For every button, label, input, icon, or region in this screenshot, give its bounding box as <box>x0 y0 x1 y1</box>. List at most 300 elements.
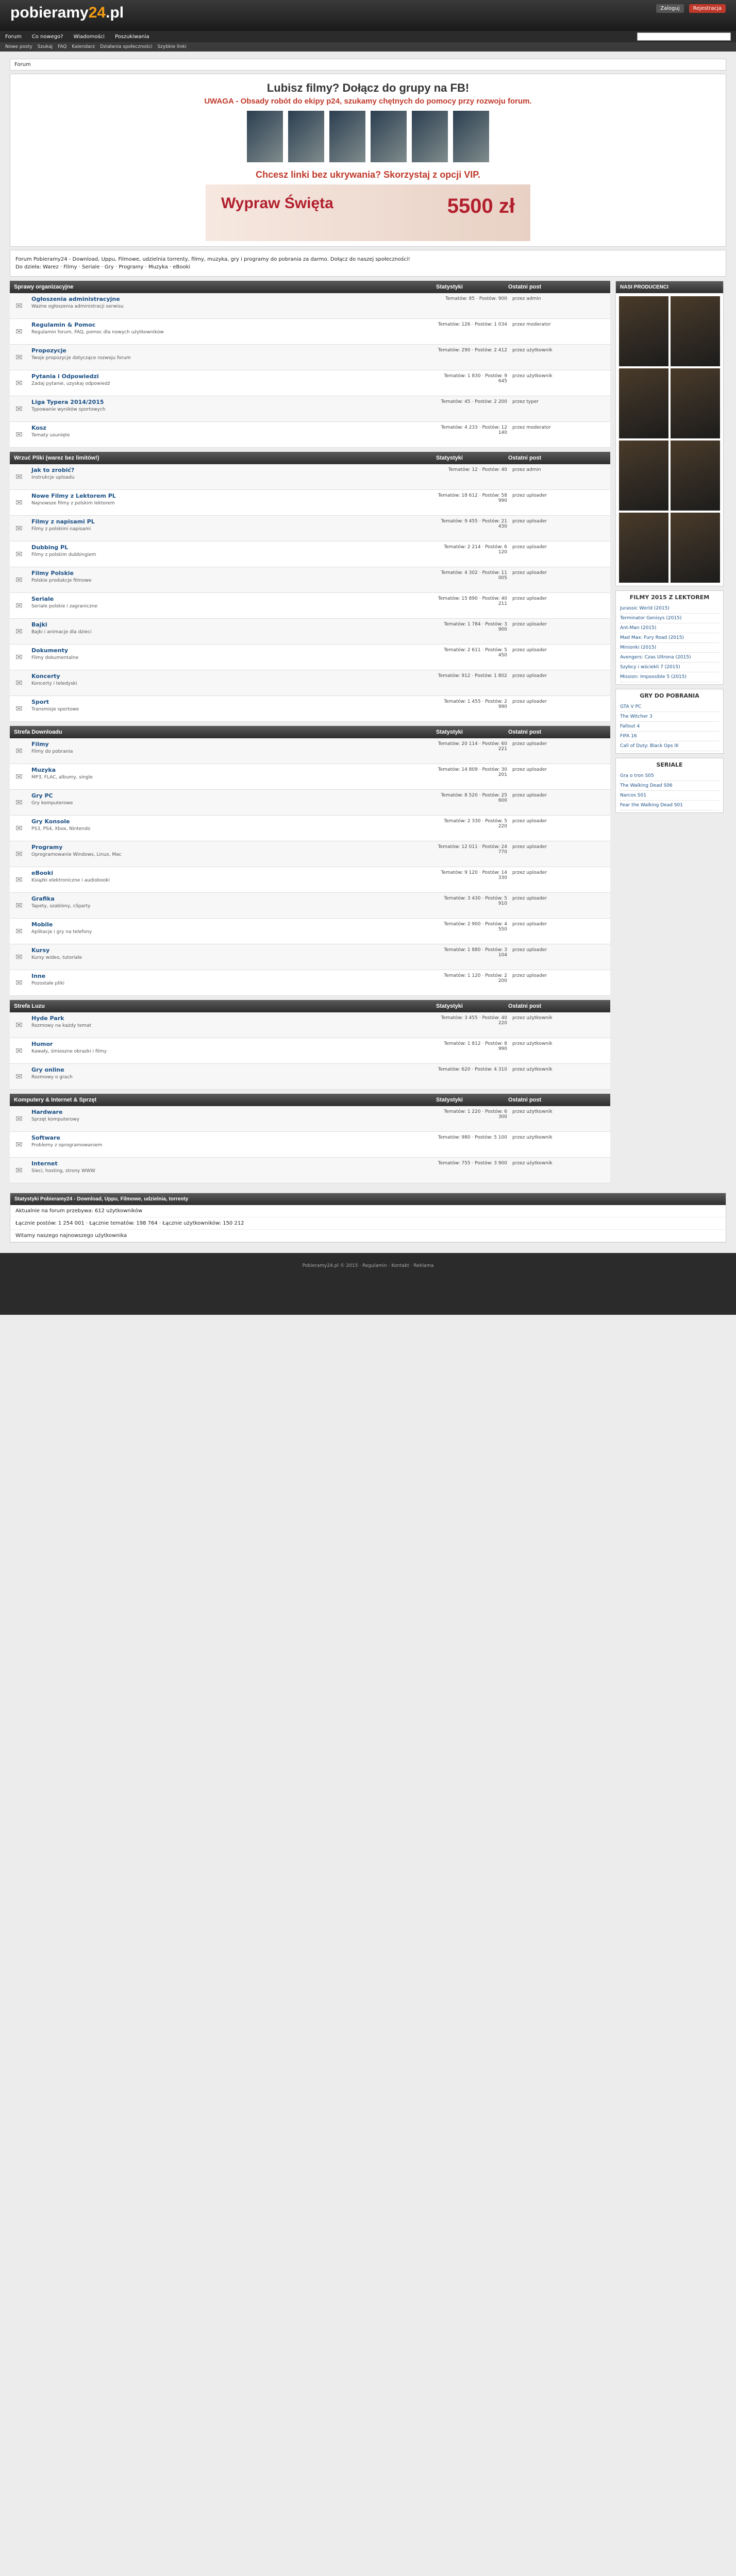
forum-row[interactable] <box>10 345 610 370</box>
forum-stats: Tematów: 14 809 · Postów: 30 201 <box>438 767 507 777</box>
forum-name[interactable]: Dubbing PL <box>31 544 69 551</box>
forum-name[interactable]: Kursy <box>31 947 50 954</box>
last-post[interactable]: przez uploader <box>512 947 547 953</box>
forum-desc: PS3, PS4, Xbox, Nintendo <box>31 826 91 832</box>
promo-box <box>10 74 726 247</box>
forum-row[interactable] <box>10 464 610 490</box>
forum-row[interactable] <box>10 893 610 919</box>
forum-list <box>10 281 610 1188</box>
nav-item-search[interactable]: Poszukiwania <box>114 33 149 40</box>
subnav-calendar[interactable]: Kalendarz <box>72 44 95 49</box>
forum-desc: Filmy dokumentalne <box>31 655 79 660</box>
forum-stats: Tematów: 980 · Postów: 5 100 <box>438 1135 507 1140</box>
poster-thumb[interactable] <box>619 440 668 511</box>
forum-icon: ✉ <box>15 601 23 611</box>
films-title: FILMY 2015 Z LEKTOREM <box>629 594 710 601</box>
category-header <box>10 1000 610 1012</box>
forum-icon: ✉ <box>15 798 23 807</box>
last-post[interactable]: przez uploader <box>512 673 547 679</box>
forum-stats: Tematów: 755 · Postów: 3 900 <box>438 1161 507 1166</box>
last-post[interactable]: przez admin <box>512 467 541 472</box>
forum-name[interactable]: Gry online <box>31 1066 64 1073</box>
forum-stats: Tematów: 1 455 · Postów: 2 990 <box>444 699 507 709</box>
category-title[interactable]: Komputery & Internet & Sprzęt <box>14 1097 97 1103</box>
forum-desc: Tapety, szablony, cliparty <box>31 904 91 909</box>
breadcrumb-home[interactable]: Forum <box>14 62 31 67</box>
forum-row[interactable] <box>10 867 610 893</box>
forum-row[interactable] <box>10 567 610 593</box>
forum-row[interactable] <box>10 738 610 764</box>
forum-name[interactable]: Filmy Polskie <box>31 570 74 577</box>
forum-name[interactable]: Dokumenty <box>31 647 69 654</box>
sidebar-link[interactable]: Fear the Walking Dead S01 <box>620 801 719 810</box>
forum-name[interactable]: Bajki <box>31 621 47 628</box>
sidebar-link[interactable]: Szybcy i wściekli 7 (2015) <box>620 663 719 672</box>
forum-row[interactable] <box>10 619 610 645</box>
sidebar-producers <box>615 281 724 586</box>
forum-stats: Tematów: 3 430 · Postów: 5 910 <box>444 896 507 906</box>
stats-totals: Łącznie postów: 1 254 001 · Łącznie tematów: 198 764 · Łącznie użytkowników: 150 212 <box>10 1217 726 1230</box>
forum-icon: ✉ <box>15 1165 23 1175</box>
forum-name[interactable]: Hyde Park <box>31 1015 64 1022</box>
last-post[interactable]: przez uploader <box>512 844 547 850</box>
last-post[interactable]: przez użytkownik <box>512 1041 553 1046</box>
sidebar-link[interactable]: The Witcher 3 <box>620 712 719 722</box>
post-col-label: Ostatni post <box>508 729 542 735</box>
last-post[interactable]: przez uploader <box>512 648 547 653</box>
forum-stats: Tematów: 3 455 · Postów: 40 220 <box>441 1015 507 1026</box>
sidebar-link[interactable]: Terminator Genisys (2015) <box>620 614 719 623</box>
footer-text: Pobieramy24.pl © 2015 · Regulamin · Kontakt · Reklama <box>302 1263 434 1268</box>
games-title: GRY DO POBRANIA <box>640 692 699 699</box>
cover-image[interactable] <box>329 111 365 162</box>
logo-suffix: .pl <box>106 4 124 21</box>
forum-name[interactable]: Kosz <box>31 425 46 431</box>
subnav-faq[interactable]: FAQ <box>57 44 67 49</box>
forum-row[interactable] <box>10 1132 610 1158</box>
forum-row[interactable] <box>10 645 610 670</box>
category-header <box>10 452 610 464</box>
category-title[interactable]: Wrzuć Pliki (warez bez limitów!) <box>14 455 99 461</box>
promo-covers <box>15 111 721 162</box>
forum-row[interactable] <box>10 422 610 448</box>
forum-icon: ✉ <box>15 849 23 859</box>
subnav-community[interactable]: Działania społeczności <box>100 44 153 49</box>
nav-item-whats-new[interactable]: Co nowego? <box>31 33 63 40</box>
forum-name[interactable]: Ogłoszenia administracyjne <box>31 296 120 302</box>
sidebar-link[interactable]: Avengers: Czas Ultrona (2015) <box>620 653 719 663</box>
forum-category <box>10 726 610 996</box>
forum-stats: Tematów: 2 611 · Postów: 5 450 <box>444 648 507 658</box>
stats-col-label: Statystyki <box>436 1003 463 1009</box>
category-title[interactable]: Strefa Luzu <box>14 1003 45 1009</box>
forum-icon: ✉ <box>15 1114 23 1124</box>
last-post[interactable]: przez uploader <box>512 519 547 524</box>
cover-image[interactable] <box>371 111 407 162</box>
forum-row[interactable] <box>10 490 610 516</box>
forum-icon: ✉ <box>15 952 23 962</box>
top-bar <box>0 0 736 31</box>
forum-row[interactable] <box>10 1106 610 1132</box>
forum-stats: Tematów: 4 233 · Postów: 12 140 <box>441 425 507 435</box>
last-post[interactable]: przez uploader <box>512 622 547 627</box>
forum-name[interactable]: Pytania i Odpowiedzi <box>31 373 99 380</box>
sidebar-films <box>615 590 724 685</box>
series-list <box>616 769 723 812</box>
last-post[interactable]: przez moderator <box>512 322 551 327</box>
last-post[interactable]: przez użytkownik <box>512 1135 553 1140</box>
forum-desc: Oprogramowanie Windows, Linux, Mac <box>31 852 122 857</box>
sidebar-link[interactable]: Ant-Man (2015) <box>620 623 719 633</box>
forum-icon: ✉ <box>15 1020 23 1030</box>
forum-name[interactable]: Nowe Filmy z Lektorem PL <box>31 493 116 499</box>
sidebar-link[interactable]: Jurassic World (2015) <box>620 604 719 614</box>
forum-icon: ✉ <box>15 1140 23 1149</box>
forum-row[interactable] <box>10 1038 610 1064</box>
forum-row[interactable] <box>10 516 610 541</box>
last-post[interactable]: przez użytkownik <box>512 348 553 353</box>
cover-image[interactable] <box>247 111 283 162</box>
sidebar-series <box>615 758 724 813</box>
forum-icon: ✉ <box>15 678 23 688</box>
forum-desc: Filmy do pobrania <box>31 749 73 754</box>
forum-stats: Tematów: 18 612 · Postów: 58 990 <box>438 493 507 503</box>
last-post[interactable]: przez uploader <box>512 793 547 798</box>
nav-item-messages[interactable]: Wiadomości <box>73 33 105 40</box>
forum-icon: ✉ <box>15 901 23 910</box>
forum-desc: Aplikacje i gry na telefony <box>31 929 92 935</box>
forum-name[interactable]: Koncerty <box>31 673 60 680</box>
forum-stats: Tematów: 1 812 · Postów: 8 990 <box>444 1041 507 1052</box>
forum-name[interactable]: Mobile <box>31 921 53 928</box>
forum-name[interactable]: Regulamin & Pomoc <box>31 321 96 328</box>
forum-desc: Zadaj pytanie, uzyskaj odpowiedź <box>31 381 110 386</box>
bank-ad[interactable] <box>206 184 530 241</box>
forum-name[interactable]: Sport <box>31 699 49 705</box>
stats-online: Aktualnie na forum przebywa: 612 użytkowników <box>10 1205 726 1217</box>
forum-stats: Tematów: 290 · Postów: 2 412 <box>438 348 507 353</box>
sidebar-link[interactable]: Mission: Impossible 5 (2015) <box>620 672 719 682</box>
forum-stats: Tematów: 2 214 · Postów: 6 120 <box>444 545 507 555</box>
forum-desc: Gry komputerowe <box>31 801 73 806</box>
forum-stats: Tematów: 8 520 · Postów: 25 600 <box>441 793 507 803</box>
forum-name[interactable]: Propozycje <box>31 347 66 354</box>
promo-title[interactable]: Lubisz filmy? Dołącz do grupy na FB! <box>266 81 470 94</box>
last-post[interactable]: przez użytkownik <box>512 374 553 379</box>
sidebar-link[interactable]: Gra o tron S05 <box>620 771 719 781</box>
last-post[interactable]: przez użytkownik <box>512 1067 553 1072</box>
forum-desc: Seriale polskie i zagraniczne <box>31 604 98 609</box>
last-post[interactable]: przez uploader <box>512 741 547 747</box>
cover-image[interactable] <box>453 111 489 162</box>
site-logo[interactable] <box>10 4 124 22</box>
poster-thumb[interactable] <box>619 513 668 583</box>
forum-icon: ✉ <box>15 978 23 988</box>
forum-row[interactable] <box>10 1158 610 1183</box>
forum-name[interactable]: Muzyka <box>31 767 56 773</box>
last-post[interactable]: przez uploader <box>512 767 547 772</box>
forum-icon: ✉ <box>15 301 23 311</box>
game-list <box>616 700 723 753</box>
sidebar-link[interactable]: Call of Duty: Black Ops III <box>620 741 719 751</box>
forum-icon: ✉ <box>15 549 23 559</box>
forum-row[interactable] <box>10 696 610 722</box>
forum-desc: Transmisje sportowe <box>31 707 79 712</box>
forum-icon: ✉ <box>15 404 23 414</box>
forum-desc: Problemy z oprogramowaniem <box>31 1143 103 1148</box>
forum-icon: ✉ <box>15 523 23 533</box>
forum-icon: ✉ <box>15 926 23 936</box>
forum-name[interactable]: Software <box>31 1134 60 1141</box>
cover-image[interactable] <box>288 111 324 162</box>
forum-icon: ✉ <box>15 772 23 782</box>
last-post[interactable]: przez uploader <box>512 973 547 978</box>
forum-desc: Sprzęt komputerowy <box>31 1117 80 1122</box>
forum-category <box>10 1094 610 1183</box>
forum-icon: ✉ <box>15 626 23 636</box>
forum-name[interactable]: eBooki <box>31 870 54 876</box>
forum-category <box>10 452 610 722</box>
forum-icon: ✉ <box>15 430 23 439</box>
last-post[interactable]: przez uploader <box>512 896 547 901</box>
forum-name[interactable]: Gry PC <box>31 792 53 799</box>
poster-thumb[interactable] <box>671 368 720 438</box>
post-col-label: Ostatni post <box>508 1097 542 1103</box>
forum-stats: Tematów: 1 120 · Postów: 2 200 <box>444 973 507 984</box>
ad-amount: 5500 zł <box>447 195 515 217</box>
last-post[interactable]: przez użytkownik <box>512 1161 553 1166</box>
poster-thumb[interactable] <box>619 368 668 438</box>
poster-thumb[interactable] <box>671 440 720 511</box>
forum-row[interactable] <box>10 293 610 319</box>
forum-name[interactable]: Hardware <box>31 1109 63 1115</box>
forum-stats: Tematów: 45 · Postów: 2 200 <box>441 399 507 404</box>
forum-stats: Tematów: 12 011 · Postów: 24 770 <box>438 844 507 855</box>
cover-image[interactable] <box>412 111 448 162</box>
forum-desc: Filmy z polskim dubbingiem <box>31 552 96 557</box>
sidebar-link[interactable]: Mad Max: Fury Road (2015) <box>620 633 719 643</box>
forum-row[interactable] <box>10 841 610 867</box>
category-header <box>10 726 610 738</box>
poster-thumb[interactable] <box>619 296 668 366</box>
forum-desc: MP3, FLAC, albumy, single <box>31 775 93 780</box>
subnav-search[interactable]: Szukaj <box>37 44 53 49</box>
logo-text: pobieramy <box>10 4 89 21</box>
forum-stats: Tematów: 15 890 · Postów: 40 211 <box>438 596 507 606</box>
forum-icon: ✉ <box>15 498 23 507</box>
subnav-new-posts[interactable]: Nowe posty <box>5 44 32 49</box>
forum-row[interactable] <box>10 944 610 970</box>
forum-stats <box>10 1193 726 1243</box>
last-post[interactable]: przez użytkownik <box>512 1109 553 1114</box>
forum-icon: ✉ <box>15 472 23 482</box>
last-post[interactable]: przez uploader <box>512 493 547 498</box>
sidebar-link[interactable]: GTA V PC <box>620 702 719 712</box>
forum-desc: Kursy wideo, tutoriale <box>31 955 82 960</box>
promo-warning[interactable]: UWAGA - Obsady robót do ekipy p24, szukamy chętnych do pomocy przy rozwoju forum. <box>204 97 532 106</box>
footer <box>0 1253 736 1315</box>
last-post[interactable]: przez typer <box>512 399 539 404</box>
forum-desc: Ważne ogłoszenia administracji serwisu <box>31 304 124 309</box>
last-post[interactable]: przez uploader <box>512 870 547 875</box>
forum-category <box>10 1000 610 1090</box>
post-col-label: Ostatni post <box>508 1003 542 1009</box>
forum-row[interactable] <box>10 919 610 944</box>
subnav-quick-links[interactable]: Szybkie linki <box>157 44 187 49</box>
forum-stats: Tematów: 12 · Postów: 40 <box>448 467 507 472</box>
forum-icon: ✉ <box>15 1046 23 1056</box>
forum-name[interactable]: Internet <box>31 1160 58 1167</box>
forum-desc: Tematy usunięte <box>31 433 70 438</box>
forum-row[interactable] <box>10 816 610 841</box>
ad-text: Wypraw Święta <box>221 195 333 212</box>
forum-icon: ✉ <box>15 575 23 585</box>
category-title[interactable]: Strefa Downloadu <box>14 729 62 735</box>
forum-desc: Instrukcje uploadu <box>31 475 75 480</box>
logo-number: 24 <box>88 4 106 21</box>
forum-stats: Tematów: 2 330 · Postów: 5 220 <box>444 819 507 829</box>
last-post[interactable]: przez uploader <box>512 545 547 550</box>
forum-icon: ✉ <box>15 378 23 388</box>
forum-stats: Tematów: 912 · Postów: 1 802 <box>438 673 507 679</box>
sidebar-games <box>615 689 724 754</box>
last-post[interactable]: przez uploader <box>512 570 547 575</box>
forum-desc: Rozmowy o grach <box>31 1075 73 1080</box>
forum-stats: Tematów: 9 455 · Postów: 21 430 <box>441 519 507 529</box>
forum-name[interactable]: Filmy <box>31 741 49 748</box>
intro-paragraph: Forum Pobieramy24 - Download, Uppu, Filmowe, udzielnia torrenty, filmy, muzyka, gry i programy do pobrania za darmo. Dołącz do naszej społeczności! <box>15 257 410 262</box>
forum-desc: Pozostałe pliki <box>31 981 64 986</box>
forum-name[interactable]: Humor <box>31 1041 53 1047</box>
poster-thumb[interactable] <box>671 296 720 366</box>
forum-row[interactable] <box>10 1064 610 1090</box>
forum-row[interactable] <box>10 319 610 345</box>
forum-row[interactable] <box>10 593 610 619</box>
last-post[interactable]: przez moderator <box>512 425 551 430</box>
sidebar-heading: NASI PRODUCENCI <box>616 281 723 293</box>
breadcrumb <box>10 59 726 71</box>
forum-desc: Bajki i animacje dla dzieci <box>31 630 92 635</box>
forum-desc: Książki elektroniczne i audiobooki <box>31 878 110 883</box>
sidebar-link[interactable]: Minionki (2015) <box>620 643 719 653</box>
poster-thumb[interactable] <box>671 513 720 583</box>
series-title: SERIALE <box>656 761 683 768</box>
sidebar-link[interactable]: Fallout 4 <box>620 722 719 732</box>
forum-stats: Tematów: 20 114 · Postów: 60 221 <box>438 741 507 752</box>
stats-col-label: Statystyki <box>436 1097 463 1103</box>
forum-stats: Tematów: 4 302 · Postów: 11 005 <box>441 570 507 581</box>
forum-row[interactable] <box>10 541 610 567</box>
stats-newest: Witamy naszego najnowszego użytkownika <box>10 1230 726 1242</box>
forum-desc: Kawały, śmieszne obrazki i filmy <box>31 1049 107 1054</box>
register-button[interactable]: Rejestracja <box>689 4 726 13</box>
last-post[interactable]: przez uploader <box>512 819 547 824</box>
forum-name[interactable]: Grafika <box>31 895 55 902</box>
forum-row[interactable] <box>10 764 610 790</box>
category-title[interactable]: Sprawy organizacyjne <box>14 284 74 290</box>
forum-name[interactable]: Filmy z napisami PL <box>31 518 95 525</box>
thumb-grid <box>616 293 723 586</box>
forum-name[interactable]: Gry Konsole <box>31 818 70 825</box>
forum-stats: Tematów: 1 784 · Postów: 3 900 <box>444 622 507 632</box>
forum-row[interactable] <box>10 670 610 696</box>
forum-stats: Tematów: 620 · Postów: 4 310 <box>438 1067 507 1072</box>
user-actions <box>656 4 726 13</box>
stats-col-label: Statystyki <box>436 455 463 461</box>
forum-icon: ✉ <box>15 823 23 833</box>
forum-icon: ✉ <box>15 652 23 662</box>
film-list <box>616 602 723 684</box>
forum-desc: Filmy z polskimi napisami <box>31 527 91 532</box>
forum-name[interactable]: Inne <box>31 973 46 979</box>
forum-stats: Tematów: 1 830 · Postów: 9 645 <box>444 374 507 384</box>
forum-icon: ✉ <box>15 704 23 714</box>
forum-category <box>10 281 610 448</box>
stats-col-label: Statystyki <box>436 729 463 735</box>
forum-icon: ✉ <box>15 875 23 885</box>
forum-desc: Regulamin forum, FAQ, pomoc dla nowych użytkowników <box>31 330 164 335</box>
forum-stats: Tematów: 1 220 · Postów: 6 300 <box>444 1109 507 1120</box>
forum-icon: ✉ <box>15 327 23 336</box>
forum-desc: Typowanie wyników sportowych <box>31 407 106 412</box>
last-post[interactable]: przez uploader <box>512 922 547 927</box>
stats-col-label: Statystyki <box>436 284 463 290</box>
forum-name[interactable]: Jak to zrobić? <box>31 467 75 473</box>
post-col-label: Ostatni post <box>508 284 542 290</box>
forum-icon: ✉ <box>15 746 23 756</box>
forum-stats: Tematów: 2 900 · Postów: 4 550 <box>444 922 507 932</box>
forum-desc: Najnowsze filmy z polskim lektorem <box>31 501 115 506</box>
main-nav <box>0 31 736 42</box>
category-header <box>10 281 610 293</box>
sub-nav <box>0 42 736 52</box>
forum-stats: Tematów: 1 880 · Postów: 3 104 <box>444 947 507 958</box>
forum-desc: Polskie produkcje filmowe <box>31 578 92 583</box>
post-col-label: Ostatni post <box>508 455 542 461</box>
forum-row[interactable] <box>10 970 610 996</box>
forum-name[interactable]: Seriale <box>31 596 54 602</box>
forum-desc: Koncerty i teledyski <box>31 681 77 686</box>
search-input[interactable] <box>637 32 731 41</box>
sidebar-link[interactable]: Narcos S01 <box>620 791 719 801</box>
forum-row[interactable] <box>10 396 610 422</box>
login-button[interactable]: Zaloguj <box>656 4 683 13</box>
forum-row[interactable] <box>10 1012 610 1038</box>
forum-row[interactable] <box>10 370 610 396</box>
intro-text <box>10 250 726 277</box>
nav-item-forum[interactable]: Forum <box>5 33 22 40</box>
forum-name[interactable]: Programy <box>31 844 63 851</box>
forum-desc: Sieci, hosting, strony WWW <box>31 1168 95 1174</box>
forum-icon: ✉ <box>15 352 23 362</box>
forum-name[interactable]: Liga Typera 2014/2015 <box>31 399 104 405</box>
forum-icon: ✉ <box>15 1072 23 1081</box>
sidebar <box>615 281 724 1188</box>
last-post[interactable]: przez użytkownik <box>512 1015 553 1021</box>
forum-desc: Rozmowy na każdy temat <box>31 1023 92 1028</box>
sidebar-link[interactable]: FIFA 16 <box>620 732 719 741</box>
sidebar-link[interactable]: The Walking Dead S06 <box>620 781 719 791</box>
forum-stats: Tematów: 126 · Postów: 1 034 <box>438 322 507 327</box>
last-post[interactable]: przez admin <box>512 296 541 301</box>
forum-row[interactable] <box>10 790 610 816</box>
vip-offer[interactable]: Chcesz linki bez ukrywania? Skorzystaj z opcji VIP. <box>256 170 480 180</box>
intro-links[interactable]: Do dzieła: Warez · Filmy · Seriale · Gry · Programy · Muzyka · eBooki <box>15 264 191 270</box>
stats-heading: Statystyki Pobieramy24 - Download, Uppu, Filmowe, udzielnia, torrenty <box>10 1193 726 1205</box>
forum-desc: Twoje propozycje dotyczące rozwoju forum <box>31 355 131 361</box>
last-post[interactable]: przez uploader <box>512 596 547 601</box>
last-post[interactable]: przez uploader <box>512 699 547 704</box>
